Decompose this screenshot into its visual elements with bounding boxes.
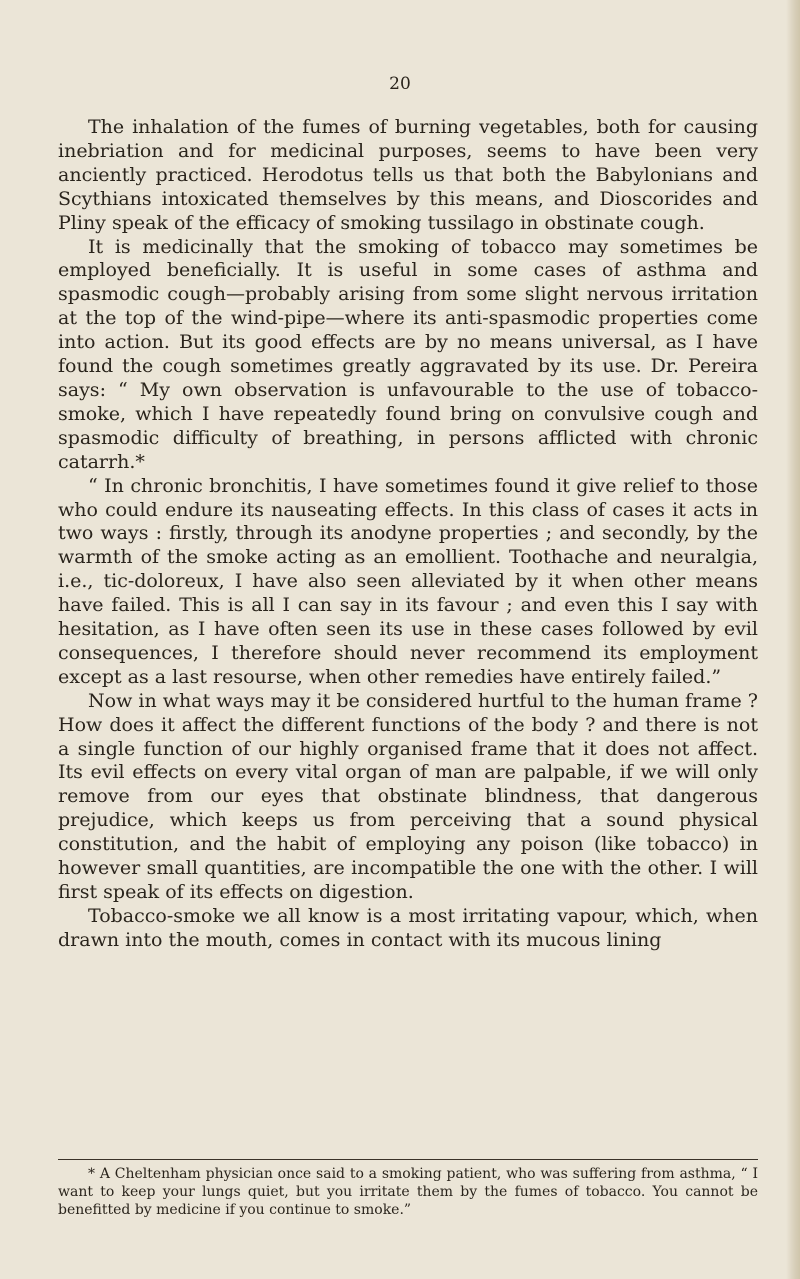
paragraph-4: Now in what ways may it be considered hurtful to the human frame ? How does it affect the different functions of the body ? and there is not a single function of our highly organised frame that it does not affect. Its evil effects on every vital organ of man are palpable, if we will only remove from our eyes that obstinate blindness, that dangerous prejudice, which keeps us from perceiving that a sound physical constitution, and the habit of employing any poison (like tobacco) in however small quantities, are incompatible the one with the other. I will first speak of its effects on digestion. [58,689,758,903]
paragraph-5: Tobacco-smoke we all know is a most irritating vapour, which, when drawn into the mouth, comes in contact with its mucous lining [58,904,758,951]
body-text [58,116,758,953]
paragraph-2: It is medicinally that the smoking of tobacco may sometimes be employed beneficially. It is useful in some cases of asthma and spasmodic cough—probably arising from some slight nervous irritation at the top of the wind-pipe—where its anti-spasmodic properties come into action. But its good effects are by no means universal, as I have found the cough sometimes greatly aggravated by its use. Dr. Pereira says: “ My own observation is unfavourable to the use of tobacco-smoke, which I have repeatedly found bring on convulsive cough and spasmodic difficulty of breathing, in persons afflicted with chronic catarrh.* [58,235,758,473]
footnote: * A Cheltenham physician once said to a smoking patient, who was suffering from asthma, “ I want to keep your lungs quiet, but you irritate them by the fumes of tobacco. You cannot be benefitted by medicine if you continue to smoke.” [58,1166,758,1218]
paragraph-3: “ In chronic bronchitis, I have sometimes found it give relief to those who could endure its nauseating effects. In this class of cases it acts in two ways : firstly, through its anodyne properties ; and secondly, by the warmth of the smoke acting as an emollient. Toothache and neuralgia, i.e., tic-doloreux, I have also seen alleviated by it when other means have failed. This is all I can say in its favour ; and even this I say with hesitation, as I have often seen its use in these cases followed by evil consequences, I therefore should never recommend its employment except as a last resourse, when other remedies have entirely failed.” [58,474,758,688]
footnote-rule [58,1159,758,1160]
page-number: 20 [389,74,411,94]
paragraph-1: The inhalation of the fumes of burning vegetables, both for causing inebriation and for medicinal purposes, seems to have been very anciently practiced. Herodotus tells us that both the Babylonians and Scythians intoxicated themselves by this means, and Dioscorides and Pliny speak of the efficacy of smoking tussilago in obstinate cough. [58,116,758,234]
page-edge [786,0,800,1279]
